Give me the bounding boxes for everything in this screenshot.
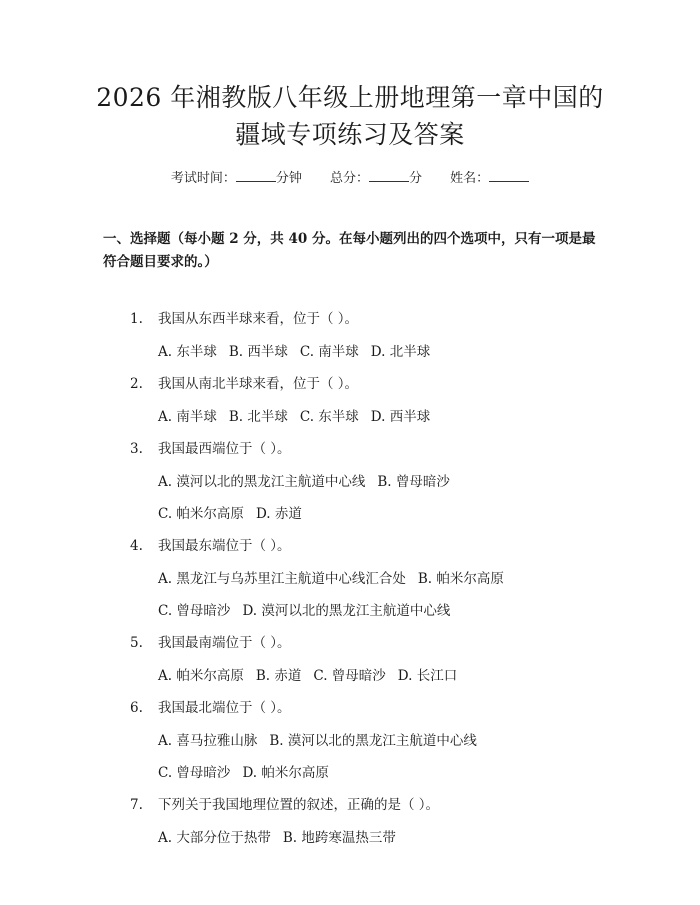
question-number: 7.: [130, 797, 143, 813]
option-line: [158, 407, 430, 427]
option-line: [158, 472, 450, 492]
document-title-line-1: 2026 年湘教版八年级上册地理第一章中国的: [96, 83, 604, 112]
answer-option[interactable]: B. 西半球: [228, 344, 288, 360]
question-text: 我国最北端位于（ ）。: [158, 700, 291, 716]
answer-option[interactable]: C. 曾母暗沙: [313, 668, 386, 684]
option-line: [158, 731, 477, 751]
option-line: [158, 504, 302, 524]
option-line: [158, 828, 396, 848]
answer-option[interactable]: A. 帕米尔高原: [158, 668, 244, 684]
student-name-label: 姓名：: [450, 171, 490, 186]
question-number: 4.: [130, 538, 143, 554]
answer-option[interactable]: D. 赤道: [255, 506, 302, 522]
question-text: 我国最西端位于（ ）。: [158, 441, 291, 457]
answer-option[interactable]: B. 北半球: [228, 409, 288, 425]
answer-option[interactable]: A. 黑龙江与乌苏里江主航道中心线汇合处: [158, 571, 406, 587]
section-heading: 一、选择题（每小题 2 分，共 40 分。在每小题列出的四个选项中，只有一项是最符合题目要求的。）: [103, 231, 596, 270]
question-7: [130, 795, 439, 815]
answer-option[interactable]: A. 东半球: [158, 344, 217, 360]
total-score-unit: 分: [409, 171, 423, 186]
option-line: [158, 601, 450, 621]
answer-option[interactable]: B. 地跨寒温热三带: [282, 830, 396, 846]
answer-option[interactable]: C. 曾母暗沙: [158, 765, 231, 781]
option-line: [158, 569, 504, 589]
answer-option[interactable]: B. 曾母暗沙: [377, 474, 450, 490]
exam-time-field: [171, 168, 302, 189]
answer-option[interactable]: D. 帕米尔高原: [242, 765, 329, 781]
answer-option[interactable]: A. 漠河以北的黑龙江主航道中心线: [158, 474, 366, 490]
answer-option[interactable]: A. 大部分位于热带: [158, 830, 271, 846]
answer-option[interactable]: D. 北半球: [370, 344, 431, 360]
question-6: [130, 698, 291, 718]
answer-option[interactable]: D. 漠河以北的黑龙江主航道中心线: [242, 603, 451, 619]
student-name-blank: [489, 168, 529, 182]
question-number: 5.: [130, 635, 143, 651]
question-3: [130, 439, 291, 459]
total-score-field: [330, 168, 422, 189]
question-text: 我国最东端位于（ ）。: [158, 538, 291, 554]
answer-option[interactable]: C. 南半球: [299, 344, 359, 360]
document-title-line-2: 疆域专项练习及答案: [235, 120, 465, 149]
question-5: [130, 633, 291, 653]
answer-option[interactable]: A. 南半球: [158, 409, 217, 425]
option-line: [158, 342, 430, 362]
option-line: [158, 666, 457, 686]
question-number: 3.: [130, 441, 143, 457]
answer-option[interactable]: C. 曾母暗沙: [158, 603, 231, 619]
question-2: [130, 374, 358, 394]
answer-option[interactable]: C. 东半球: [299, 409, 359, 425]
option-line: [158, 763, 329, 783]
total-score-blank: [369, 168, 409, 182]
question-1: [130, 309, 358, 329]
question-number: 1.: [130, 311, 143, 327]
question-number: 6.: [130, 700, 143, 716]
student-name-field: [450, 168, 529, 189]
answer-option[interactable]: A. 喜马拉雅山脉: [158, 733, 258, 749]
answer-option[interactable]: B. 赤道: [255, 668, 302, 684]
question-number: 2.: [130, 376, 143, 392]
answer-option[interactable]: C. 帕米尔高原: [158, 506, 244, 522]
answer-option[interactable]: B. 帕米尔高原: [417, 571, 504, 587]
total-score-label: 总分：: [329, 171, 369, 186]
exam-time-unit: 分钟: [275, 171, 302, 186]
answer-option[interactable]: D. 西半球: [370, 409, 431, 425]
exam-time-blank: [236, 168, 276, 182]
exam-info-row: [0, 168, 700, 189]
question-text: 下列关于我国地理位置的叙述，正确的是（ ）。: [158, 797, 440, 813]
answer-option[interactable]: B. 漠河以北的黑龙江主航道中心线: [269, 733, 477, 749]
question-text: 我国从南北半球来看，位于（ ）。: [158, 376, 359, 392]
question-4: [130, 536, 291, 556]
answer-option[interactable]: D. 长江口: [397, 668, 458, 684]
exam-time-label: 考试时间：: [170, 171, 236, 186]
question-text: 我国最南端位于（ ）。: [158, 635, 291, 651]
question-text: 我国从东西半球来看，位于（ ）。: [158, 311, 359, 327]
